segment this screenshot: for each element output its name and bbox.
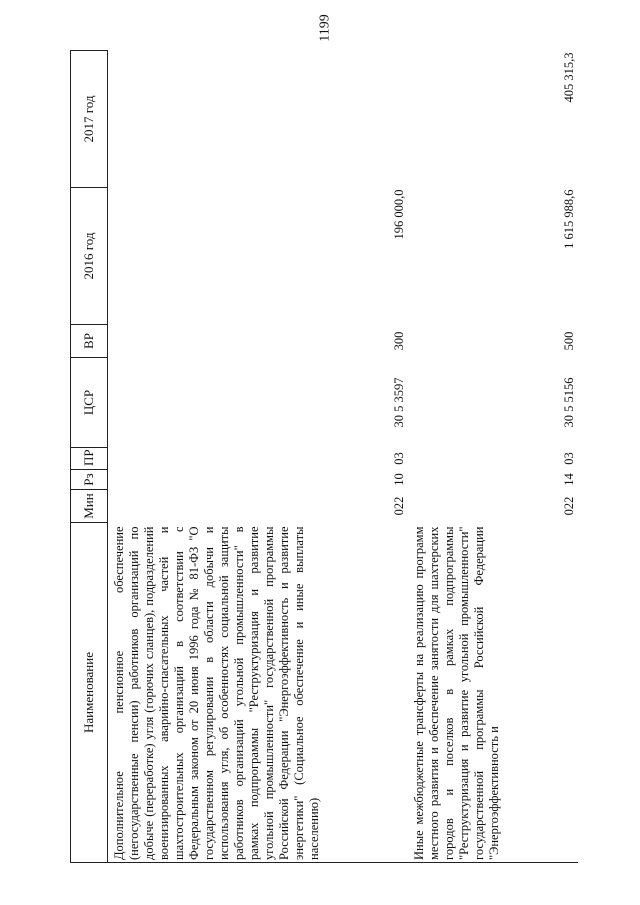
row-vr: 300 bbox=[391, 331, 406, 351]
header-csr: ЦСР bbox=[71, 358, 108, 448]
row-min: 022 bbox=[391, 496, 406, 516]
header-rz: Рз bbox=[71, 470, 108, 490]
row-csr: 30 5 3597 bbox=[391, 377, 406, 428]
row-2016: 196 000,0 bbox=[391, 189, 406, 240]
row-pr: 03 bbox=[561, 452, 576, 465]
row-2016: 1 615 988,6 bbox=[561, 189, 576, 249]
header-2016: 2016 год bbox=[71, 188, 108, 325]
row-vr: 500 bbox=[561, 331, 576, 351]
header-name: Наименование bbox=[71, 523, 108, 863]
row-rz: 10 bbox=[391, 473, 406, 486]
row-min: 022 bbox=[561, 496, 576, 516]
table-header-row bbox=[71, 51, 108, 863]
row-name: Дополнительное пенсионное обеспечение (негосударственные пенсии) работников организаций по добыче (переработке) угля (горючих сланцев), подразделений военизированных аварийно-спасательных частей и шахтостроительных организаций в соответствии с Федеральным законом от 20 июня 1996 года № 81-ФЗ "О государственном регулировании в области добычи и использования угля, об особенностях социальной защиты работников организаций угольной промышленности" в рамках подпрограммы "Реструктуризация и развитие угольной промышленности" государственной программы Российской Федерации "Энергоэффективность и развитие энергетики" (Социальное обеспечение и иные выплаты населению) bbox=[108, 523, 408, 863]
header-vr: ВР bbox=[71, 325, 108, 358]
header-pr: ПР bbox=[71, 448, 108, 470]
row-rz: 14 bbox=[561, 473, 576, 486]
rotated-page-content bbox=[70, 51, 630, 863]
row-csr: 30 5 5156 bbox=[561, 377, 576, 428]
row-name: Иные межбюджетные трансферты на реализацию программ местного развития и обеспечение занятости для шахтерских городов и поселков в рамках подпрограммы "Реструктуризация и развитие угольной промышленности" государственной программы Российской Федерации "Энергоэффективность и bbox=[408, 523, 578, 863]
row-2017 bbox=[108, 51, 408, 188]
header-min: Мин bbox=[71, 490, 108, 523]
row-pr: 03 bbox=[391, 452, 406, 465]
row-2017: 405 315,3 bbox=[561, 52, 576, 103]
table-row bbox=[408, 51, 578, 863]
header-2017: 2017 год bbox=[71, 51, 108, 188]
table-row bbox=[108, 51, 408, 863]
page-number: 1199 bbox=[317, 14, 333, 42]
budget-table bbox=[70, 50, 578, 863]
